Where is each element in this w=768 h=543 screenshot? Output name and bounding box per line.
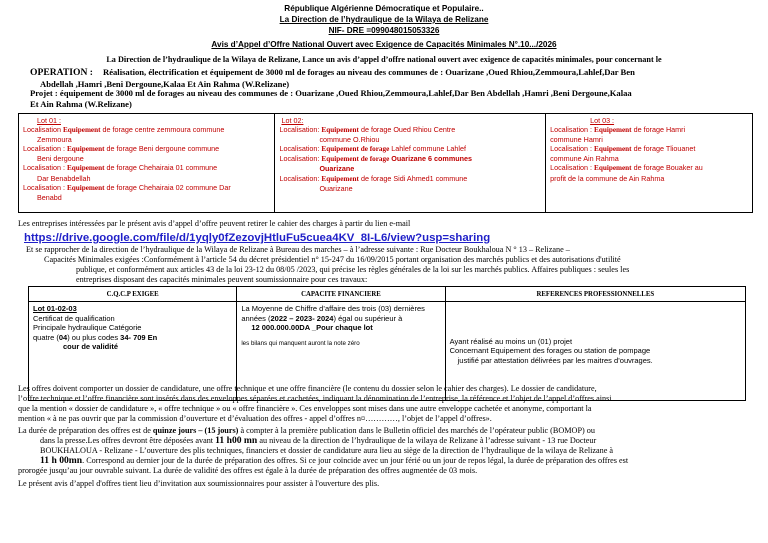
lot-title: Lot 03 : (590, 116, 615, 125)
lot-cell-2: Lot 02: Localisation: Equipement de forage Oued Rhiou Centre commune O.Rhiou Localisation: Equipement de forage Lahlef commune Lahlef Localisation: Equipement de forage Ouarizane 6 communes Ouarizane Localisation: Equipement de forage Sidi Ahmed1 commune Ouarizane (275, 114, 546, 213)
projet-block (30, 88, 750, 109)
rapprocher-line2: Capacités Minimales exigées :Conformément à l’article 54 du décret présidentiel n° 15-247 du 16/09/2015 portant organisation des marchés publics et des autorisations d'utilité (44, 255, 621, 264)
lot-cell-3: Lot 03 : Localisation : Equipement de forage Hamri commune Hamri Localisation : Equipement de forage Tliouanet commune Ain Rahma Localisation : Equipement de forage Bouaker au profit de la commune de Ain Rahma (546, 114, 753, 213)
rapprocher-line1: Et se rapprocher de la direction de l’hydraulique de la Wilaya de Relizane à Bureau des marches – à l’adresse suivante : Rue Docteur Boukhaloua N ° 13 – Relizane – (26, 245, 570, 254)
direction-title: La Direction de l’hydraulique de la Wilaya de Relizane (279, 15, 489, 24)
lot-cell-1: Lot 01 : Localisation Equipement de forage centre zemmoura commune Zemmoura Localisation : Equipement de forage Beni dergoune commune Beni dergoune Localisation : Equipement de forage Chehairaia 01 commune Dar Benabdellah Localisation : Equipement de forage Chehairaia 02 commune Dar Benabd (19, 114, 275, 213)
lots-table (18, 113, 753, 213)
cqcp-cell: Lot 01-02-03 Certificat de qualification Principale hydraulique Catégorie quatre (04) ou plus codes 34- 709 En cour de validité (29, 302, 237, 401)
operation-line2: Abdellah ,Hamri ,Beni Dergoune,Kalaa Et Ain Rahma (W.Relizane) (40, 78, 290, 89)
rapprocher-line3: publique, et conformément aux articles 43 de la loi 23-12 du 08/05 /2023, qui précise les règles générales de la loi sur les marchés publics. Affaires publiques : seules les (76, 265, 630, 274)
retrait-text: Les entreprises intéressées par le présent avis d’appel d’offre peuvent retirer le cahier des charges à partir du lien e-mail (18, 219, 411, 228)
download-link[interactable]: https://drive.google.com/file/d/1yqly0fZezovjHtluFu5cuea4KV_8I-L6/view?usp=sharing (24, 232, 491, 244)
avis-title: Avis d’Appel d’Offre National Ouvert avec Exigence de Capacités Minimales N°.10.../2026 (211, 40, 557, 49)
operation-line1: Réalisation, électrification et équipement de 3000 ml de forages au niveau des communes de : Ouarizane ,Oued Rhiou,Zemmoura,Lahlef,Dar Ben (102, 67, 635, 77)
nif-line: NIF- DRE =099048015053326 (328, 26, 440, 35)
col-header-cqcp: C.Q.C.P EXIGEE (29, 287, 237, 302)
col-header-finance: CAPACITE FINANCIERE (237, 287, 445, 302)
projet-line1: Projet : équipement de 3000 ml de forages au niveau des communes de : Ouarizane ,Oued Rhiou,Zemmoura,Lahlef,Dar Ben Abdellah ,Hamri ,Beni Dergoune,Kalaa (30, 88, 632, 98)
paragraph-duree: La durée de préparation des offres est de quinze jours – (15 jours) à compter à la première publication dans le Bulletin officiel des marchés de l’opérateur public (BOMOP) ou dans la presse.Les offres devront être déposées avant 11 h00 mn au niveau de la direction de l’hydraulique de la wilaya de Relizane à l’adresse suivant - 13 rue Docteur BOUKHALOUA - Relizane - L’ouverture des plis techniques, financiers et dossier de candidature aura lieu au siège de la direction de l’hydraulique de la wilaya de Relizane à 11 h 00mn. Correspond au dernier jour de la durée de préparation des offres. Si ce jour coïncide avec un jour férié ou un jour de repos légal, la durée de préparation des offres est prorogée jusqu’au jour ouvrable suivant. La durée de validité des offres est égale à la durée de préparation des offres augmentée de 03 mois. (18, 426, 629, 475)
col-header-references: REFERENCES PROFESSIONNELLES (445, 287, 745, 302)
lot-title: Lot 02: (281, 116, 304, 125)
lot-title: Lot 01 : (37, 116, 61, 125)
operation-block (30, 67, 750, 89)
paragraph-invitation: Le présent avis d’appel d'offres tient lieu d’invitation aux soumissionnaires pour assister à l'ouverture des plis. (18, 479, 380, 488)
operation-label: OPERATION : (30, 67, 93, 78)
references-cell: Ayant réalisé au moins un (01) projet Concernant Equipement des forages ou station de pompage justifié par attestation délivrées par les maitres d’ouvrages. (445, 302, 745, 401)
republic-title: République Algérienne Démocratique et Populaire.. (284, 4, 484, 13)
intro-text: La Direction de l’hydraulique de la Wilaya de Relizane, Lance un avis d’appel d’offre national ouvert avec exigence de capacités minimales, pour concernant le (106, 55, 662, 64)
finance-cell: La Moyenne de Chiffre d’affaire des trois (03) dernières années (2022 – 2023- 2024) égal ou supérieur à 12 000.000.00DA _Pour chaque lot les bilans qui manquent auront la note zéro (237, 302, 445, 401)
paragraph-offres: Les offres doivent comporter un dossier de candidature, une offre technique et une offre financière (le contenu du dossier selon le cahier des charges). Le dossier de candidature, l’offre technique et l’offre financière sont insérés dans des enveloppes séparées et cachetées, indiquant la dénomination de l’entreprise, la référence et l’objet de l’appel d’offres ainsi que la mention « dossier de candidature », « offre technique » ou « offre financière ». Ces enveloppes sont mises dans une autre enveloppe cachetée et anonyme, comportant la mention « à ne pas ouvrir que par la commission d’ouverture et d’évaluation des offres - appel d’offres n¤…………, l’objet de l’appel d’offres». (18, 384, 612, 423)
projet-line2: Et Ain Rahma (W.Relizane) (30, 98, 132, 109)
rapprocher-line4: entreprises disposant des capacités minimales peuvent soumissionnaire pour ces travaux: (76, 275, 368, 284)
